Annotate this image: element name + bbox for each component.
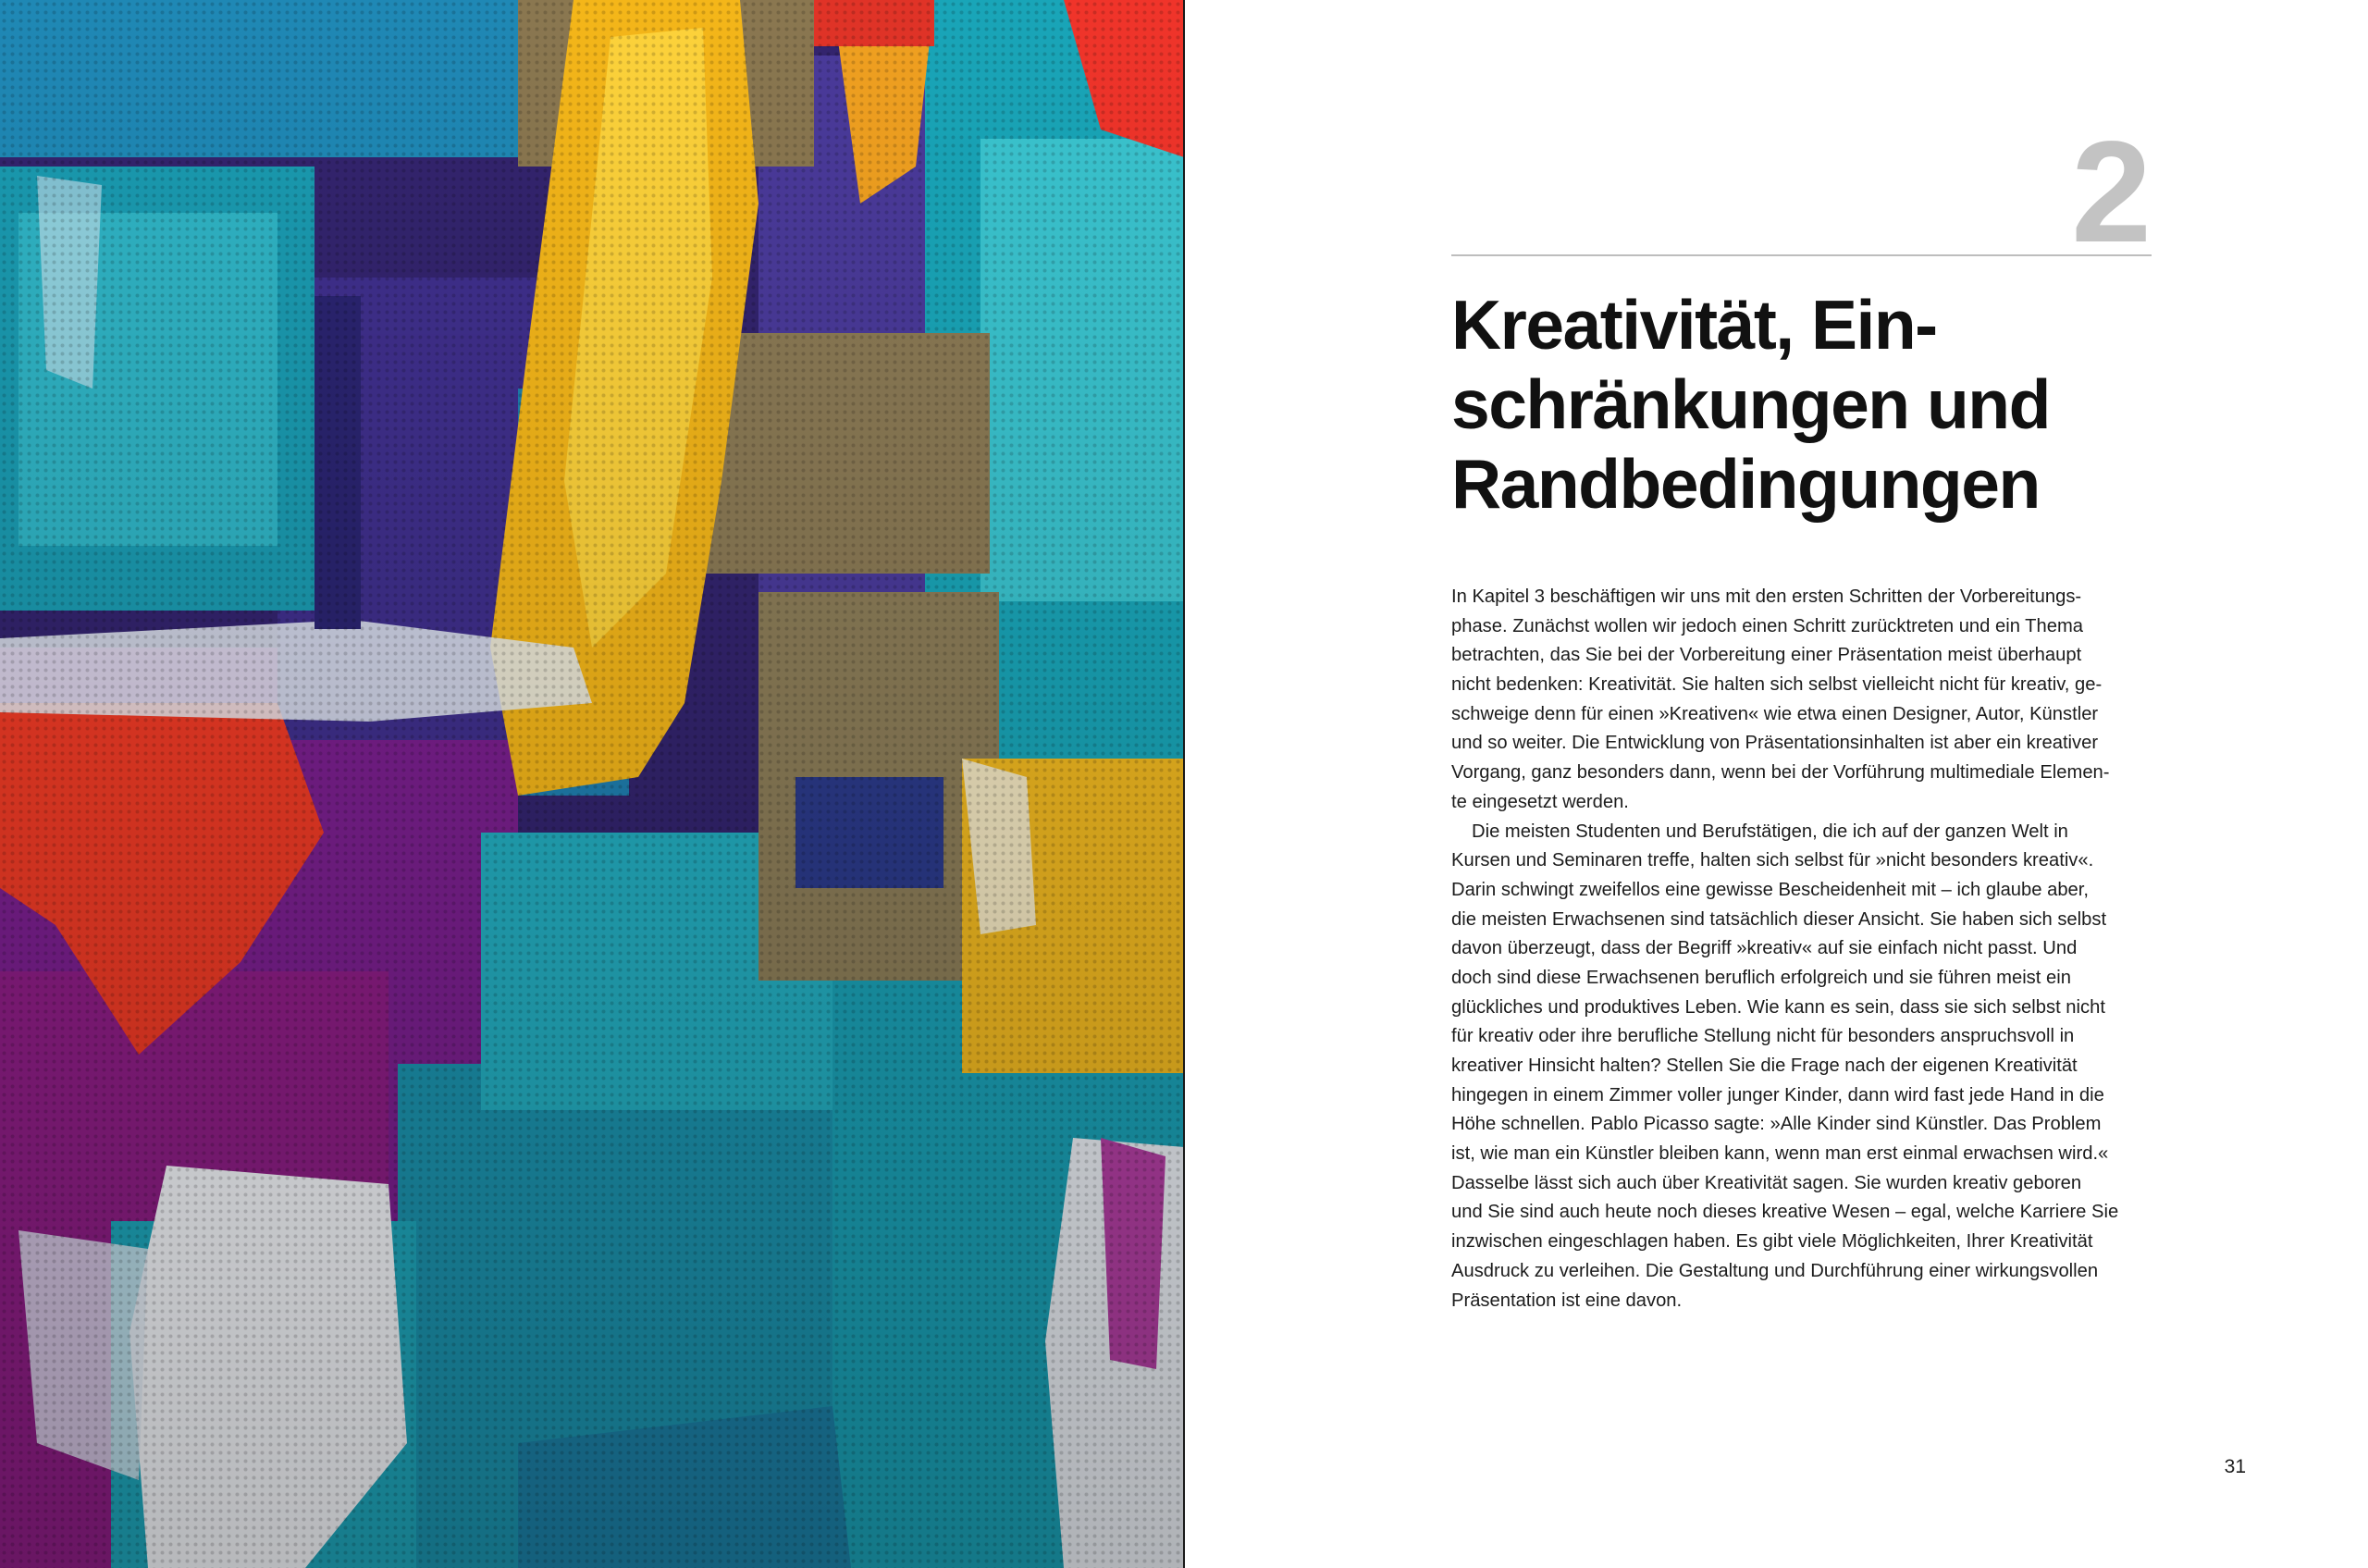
chapter-title — [1451, 285, 2154, 524]
text-line: hingegen in einem Zimmer voller junger Kinder, dann wird fast jede Hand in die — [1451, 1084, 2104, 1105]
chapter-title-line: schränkungen und — [1451, 365, 2050, 443]
text-line: Höhe schnellen. Pablo Picasso sagte: »Alle Kinder sind Künstler. Das Problem — [1451, 1114, 2102, 1135]
text-line: Ausdruck zu verleihen. Die Gestaltung und Durchführung einer wirkungsvollen — [1451, 1260, 2099, 1281]
chapter-number: 2 — [2071, 112, 2152, 273]
chapter-title-line: Randbedingungen — [1451, 445, 2040, 523]
text-line: Präsentation ist eine davon. — [1451, 1290, 1683, 1311]
text-line: schweige denn für einen »Kreativen« wie etwa einen Designer, Autor, Künstler — [1451, 703, 2099, 724]
text-line: betrachten, das Sie bei der Vorbereitung einer Präsentation meist überhaupt — [1451, 645, 2082, 666]
body-text — [1451, 583, 2154, 1315]
text-line: te eingesetzt werden. — [1451, 791, 1629, 812]
page-number: 31 — [2224, 1456, 2246, 1477]
text-line: die meisten Erwachsenen sind tatsächlich dieser Ansicht. Sie haben sich selbst — [1451, 908, 2107, 930]
text-line: Vorgang, ganz besonders dann, wenn bei der Vorführung multimediale Elemen- — [1451, 762, 2110, 784]
text-line: glückliches und produktives Leben. Wie kann es sein, dass sie sich selbst nicht — [1451, 996, 2105, 1018]
chapter-rule-divider — [1451, 254, 2152, 256]
page-gutter-divider — [1183, 0, 1185, 1568]
text-line: davon überzeugt, dass der Begriff »kreativ« auf sie einfach nicht passt. Und — [1451, 938, 2078, 959]
text-line: Die meisten Studenten und Berufstätigen, die ich auf der ganzen Welt in — [1472, 821, 2068, 842]
text-line: und Sie sind auch heute noch dieses kreative Wesen – egal, welche Karriere Sie — [1451, 1202, 2119, 1223]
text-line: ist, wie man ein Künstler bleiben kann, wenn man erst einmal erwachsen wird.« — [1451, 1143, 2109, 1165]
text-line: doch sind diese Erwachsenen beruflich erfolgreich und sie führen meist ein — [1451, 967, 2071, 988]
text-line: nicht bedenken: Kreativität. Sie halten sich selbst vielleicht nicht für kreativ, ge- — [1451, 674, 2103, 696]
text-line: inzwischen eingeschlagen haben. Es gibt viele Möglichkeiten, Ihrer Kreativität — [1451, 1231, 2093, 1253]
text-line: phase. Zunächst wollen wir jedoch einen Schritt zurücktreten und ein Thema — [1451, 615, 2084, 636]
text-line: Darin schwingt zweifellos eine gewisse Bescheidenheit mit – ich glaube aber, — [1451, 879, 2089, 900]
text-line: und so weiter. Die Entwicklung von Präsentationsinhalten ist aber ein kreativer — [1451, 733, 2099, 754]
text-line: Dasselbe lässt sich auch über Kreativität sagen. Sie wurden kreativ geboren — [1451, 1172, 2082, 1193]
paragraph-2 — [1451, 818, 2154, 1316]
text-line: für kreativ oder ihre berufliche Stellung nicht für besonders anspruchsvoll in — [1451, 1026, 2075, 1047]
text-line: kreativer Hinsicht halten? Stellen Sie die Frage nach der eigenen Kreativität — [1451, 1056, 2078, 1076]
paragraph-1 — [1451, 583, 2154, 818]
text-line: In Kapitel 3 beschäftigen wir uns mit den ersten Schritten der Vorbereitungs- — [1451, 586, 2082, 607]
chapter-title-line: Kreativität, Ein- — [1451, 286, 1937, 364]
text-line: Kursen und Seminaren treffe, halten sich selbst für »nicht besonders kreativ«. — [1451, 850, 2094, 871]
